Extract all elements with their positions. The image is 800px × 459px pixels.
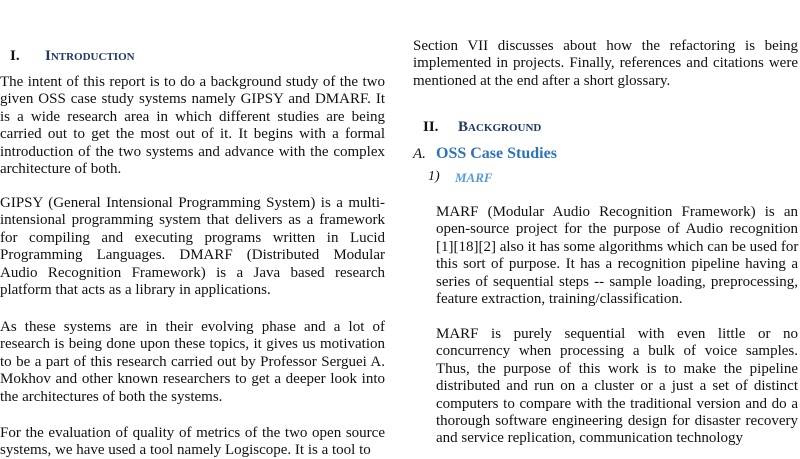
text-line: open-source project for the purpose of Audio recognition xyxy=(436,221,798,238)
text-line: feature extraction, training/classification. xyxy=(436,291,683,307)
section-heading-introduction: Introduction xyxy=(45,48,135,64)
right-column xyxy=(413,0,800,450)
text-line: Audio Recognition Framework) is a Java based research xyxy=(0,264,385,281)
text-line: series of sequential steps -- sample loading, preprocessing, xyxy=(436,273,798,290)
text-line: the architectures of both the systems. xyxy=(0,388,223,405)
text-line: For the evaluation of quality of metrics of the two open source xyxy=(0,425,385,441)
text-line: Mokhov and other known researchers to get a deeper look into xyxy=(0,371,385,388)
text-line: MARF (Modular Audio Recognition Framework) is an xyxy=(436,204,798,220)
text-line: As these systems are in their evolving phase and a lot of xyxy=(0,319,385,335)
text-line: distributed and run on a cluster or a just a set of distinct xyxy=(436,378,798,395)
text-line: MARF is purely sequential with even little or no xyxy=(436,326,798,342)
text-line: Programming Languages. DMARF (Distributed Modular xyxy=(0,247,385,264)
section-number: I. xyxy=(10,48,20,64)
text-line: intensional programming system that delivers as a framework xyxy=(0,212,385,229)
text-line: Section VII discusses about how the refactoring is being xyxy=(413,38,798,54)
text-line: for compiling and executing programs written in Lucid xyxy=(0,229,385,246)
text-line: given OSS case study systems namely GIPSY and DMARF. It xyxy=(0,91,385,108)
text-line: and service replication, communication technology xyxy=(436,430,743,447)
text-line: to be a part of this research carried out by Professor Serguei A. xyxy=(0,353,385,370)
text-line: implemented in projects. Finally, references and citations were xyxy=(413,55,798,72)
text-line: systems, we have used a tool namely Logiscope. It is a tool to xyxy=(0,442,371,459)
text-line: The intent of this report is to do a background study of the two xyxy=(0,74,385,90)
text-line: this sort of purpose. It has a recognition pipeline having a xyxy=(436,256,798,273)
text-line: Thus, the purpose of this work is to make the pipeline xyxy=(436,360,798,377)
text-line: carried out to get the most out of it. It begins with a formal xyxy=(0,126,385,143)
text-line: is a wide research area in which different studies are being xyxy=(0,108,385,125)
subsubsection-heading: MARF xyxy=(455,170,493,185)
text-line: research is being done upon these topics, it gives us motivation xyxy=(0,336,385,353)
subsection-heading: OSS Case Studies xyxy=(436,145,557,162)
text-line: introduction of the two systems and advance with the complex xyxy=(0,143,385,160)
left-column xyxy=(0,0,385,459)
text-line: mentioned at the end after a short glossary. xyxy=(413,72,671,89)
section-number: II. xyxy=(423,119,439,135)
subsubsection-number: 1) xyxy=(428,169,440,184)
text-line: thorough software engineering design for disaster recovery xyxy=(436,413,798,429)
subsection-number: A. xyxy=(413,146,426,162)
text-line: concurrency when processing a bulk of voice samples. xyxy=(436,343,798,360)
text-line: [1][18][2] also it has some algorithms which can be used for xyxy=(436,238,799,255)
text-line: GIPSY (General Intensional Programming System) is a multi- xyxy=(0,195,385,211)
text-line: computers to compare with the traditional version and do a xyxy=(436,395,798,412)
section-heading-background: Background xyxy=(458,119,542,135)
text-line: platform that acts as a library in applications. xyxy=(0,282,271,298)
text-line: architecture of both. xyxy=(0,161,122,177)
